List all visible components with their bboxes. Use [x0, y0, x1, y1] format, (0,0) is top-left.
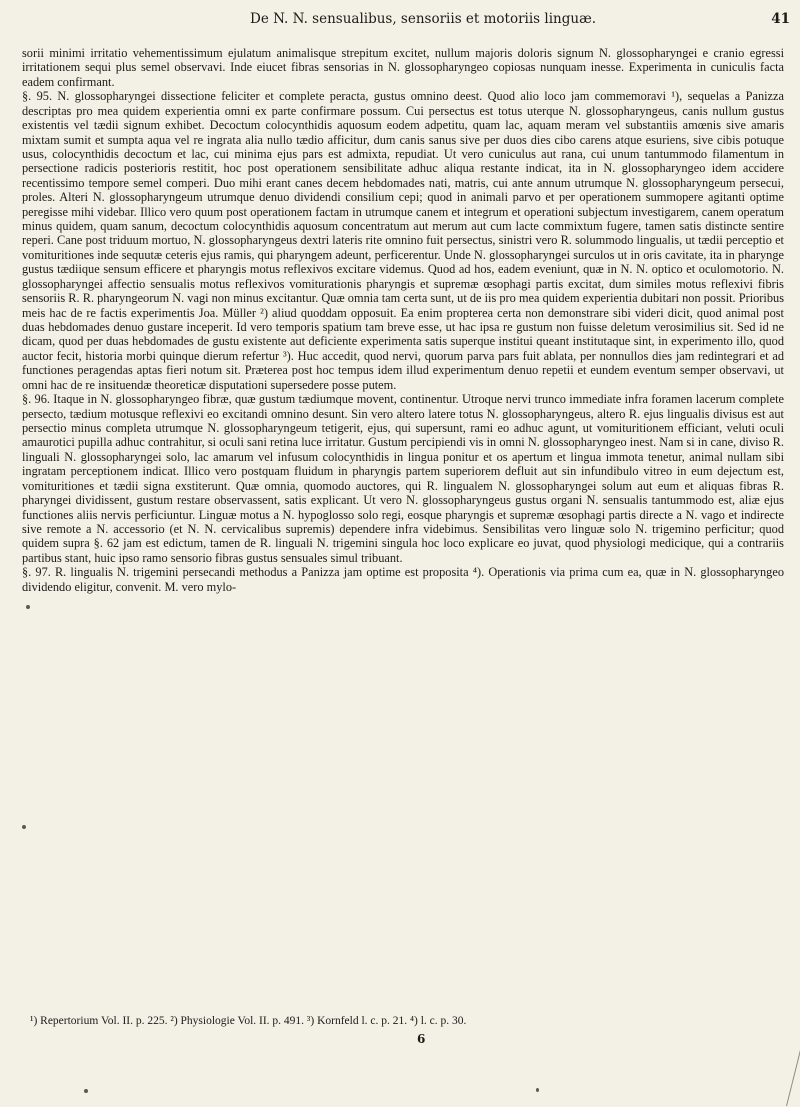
running-title: De N. N. sensualibus, sensoriis et motoriis linguæ. [250, 11, 597, 27]
footnote-line: ¹) Repertorium Vol. II. p. 225. ²) Physiologie Vol. II. p. 491. ³) Kornfeld l. c. p. 21. ⁴) l. c. p. 30. [30, 1015, 467, 1027]
running-head [250, 11, 790, 31]
paragraph-section-97: §. 97. R. lingualis N. trigemini persecandi methodus a Panizza jam optime est proposita ⁴). Operationis via prima cum ea, quæ in N. glossopharyngeo dividendo eligitur, convenit. M. vero mylo- [22, 565, 784, 594]
page-number: 41 [771, 11, 790, 27]
paragraph-section-95: §. 95. N. glossopharyngei dissectione feliciter et complete peracta, gustus omnino deest. Quod alio loco jam commemoravi ¹), sequelas a Panizza descriptas pro mea quidem experientia omni ex parte confirmare possum. Cui persectus est totus uterque N. glossopharyngeus, canis nullum gustus existentis vel tædii signum exhibet. Decoctum colocynthidis aquosum eodem adpetitu, quam lac, aquam meram vel substantiis amœnis sive amaris mixtam sumit et sumpta aqua vel re ingrata alia nullo tædio afficitur, dum canis sanus sive per duos dies cibo carens atque esuriens, sive cibis potuque usus, colocynthidis decoctum et lac, cui minima ejus pars est admixta, repudiat. Ut vero cuniculus aut rana, cui unum tantummodo filamentum in persectione radicis posterioris restitit, hoc post operationem sensibilitate adhuc aliqua restante indicat, ita in N. glossopharyngeo idem accidere recentissimo tempore semel comperi. Duo mihi erant canes decem hebdomades nati, matris, cui ante annum utrumque N. glossopharyngeum persecui, proles. Alteri N. glossopharyngeum utrumque denuo dividendi consilium cepi; quod in animali parvo et per operationem summopere agitanti optime peregisse mihi videbar. Illico vero quum post operationem factam in utrumque canem et integrum et operationi subjectum investigarem, canem operatum minus quidem, quam sanum, decoctum colocynthidis aquosum concentratum aut merum aut cum lacte commixtum fugere, tamen satis distincte sentire reperi. Cane post triduum mortuo, N. glossopharyngeus dextri lateris rite omnino fuit persectus, sinistri vero R. solummodo lingualis, ut tædii perceptio et vomituritiones inde sequutæ ceteris ejus ramis, qui pharyngem adeunt, perficerentur. Unde N. glossopharyngei surculos ut in oris cavitate, ita in pharynge gustus tædiique sensum efficere et pharyngis motus reflexivos excitare videmus. Quod ad hos, eadem eveniunt, quæ in N. N. optico et oculomotorio. N. glossopharyngei affectio sensualis motus reflexivos vomiturationis pharyngis et supremæ œsophagi partis excitat, dum similes motus reflexivi fibris sensoriis R. R. pharyngeorum N. vagi non minus excitantur. Quæ omnia tam certa sunt, ut de iis pro mea quidem experientia dubitari non possit. Prioribus meis hac de re factis experimentis Joa. Müller ²) aliud quoddam opposuit. Ea enim propterea certa non demonstrare sibi videri dicit, quod animal post duas hebdomades denuo gustare inceperit. Id vero temporis spatium tam breve esse, ut hac ipsa re gustum non fuisse deletum verosimilius sit. Sed id ne dicam, quod per duas hebdomades de gustu existente aut deficiente experimenta satis superque institui queant institutaque sint, in experimento illo, quod auctor fecit, historia morbi quinque dierum refertur ³). Huc accedit, quod nervi, quorum parva pars fuit ablata, per nonnullos dies jam redintegrari et ad functiones peragendas aptas fieri notum sit. Præterea post hoc tempus idem illud experimentum denuo repetii et eundem eventum semper observavi, ut omni hac de re insituendæ theoreticæ disputationi supersedere posse putem. [22, 89, 784, 392]
body-text [22, 46, 784, 1026]
paragraph-section-96: §. 96. Itaque in N. glossopharyngeo fibræ, quæ gustum tædiumque movent, continentur. Utroque nervi trunco immediate infra foramen lacerum complete persecto, tædium motusque reflexivi eo excitandi omnino desunt. Sin vero altero latere totus N. glossopharyngeus, altero R. ejus lingualis divisus est aut persectio minus completa utrumque N. glossopharyngeum tetigerit, ejus, qui supersunt, rami eo adhuc agunt, ut vomituritionem efficiant, veluti oculi amaurotici pupilla adhuc contrahitur, si oculi sani retina luce irritatur. Gustum percipiendi vis in omni N. glossopharyngeo inest. Nam si in cane, diviso R. linguali N. glossopharyngei solo, lac amarum vel infusum colocynthidis in lingua ponitur et os apertum et lingua immota tenetur, animal nullam sibi ingratam perceptionem indicat. Illico vero postquam fluidum in pharyngis partem superiorem defluit aut sin infundibulo vitreo in eum dejectum est, vomituritiones et tædii signa exstiterunt. Quæ omnia, quomodo auctores, qui R. lingualem N. glossopharyngei solum aut eum et aliquas fibras R. pharyngei dividissent, gustum restare observassent, satis explicant. Ut vero N. glossopharyngeus gustus organi N. sensualis tantummodo est, aliæ ejus functiones aliis nervis perficiuntur. Linguæ motus a N. hypoglosso solo regi, eosque pharyngis et supremæ œsophagi partis directe a N. vago et indirecte sive remote a N. accessorio (et N. N. cervicalibus supremis) dependere infra videbimus. Sensibilitas vero linguæ solo N. trigemino perficitur; quod quidem supra §. 62 jam est edictum, tamen de R. linguali N. trigemini singula hoc loco explicare eo juvat, quod physiologi medicique, qui a contrariis partibus stant, huic ipso ramo sensorio fibras gustus sensuales simul tribuant. [22, 392, 784, 565]
ink-spot [22, 825, 26, 829]
ink-spot [536, 1088, 539, 1092]
paragraph-continuation: sorii minimi irritatio vehementissimum ejulatum animalisque strepitum excitet, nullum majoris doloris signum N. glossopharyngei e cranio egressi irritationem sequi plus semel observavi. Inde eiucet fibras sensorias in N. glossopharyngeo copiosas nunquam inesse. Experimenta in cuniculis facta eadem confirmant. [22, 46, 784, 89]
page-edge-mark [770, 1050, 800, 1106]
ink-spot [84, 1089, 88, 1093]
ink-spot [26, 605, 30, 609]
footnotes [22, 1014, 784, 1048]
signature-mark: 6 [417, 1032, 426, 1046]
